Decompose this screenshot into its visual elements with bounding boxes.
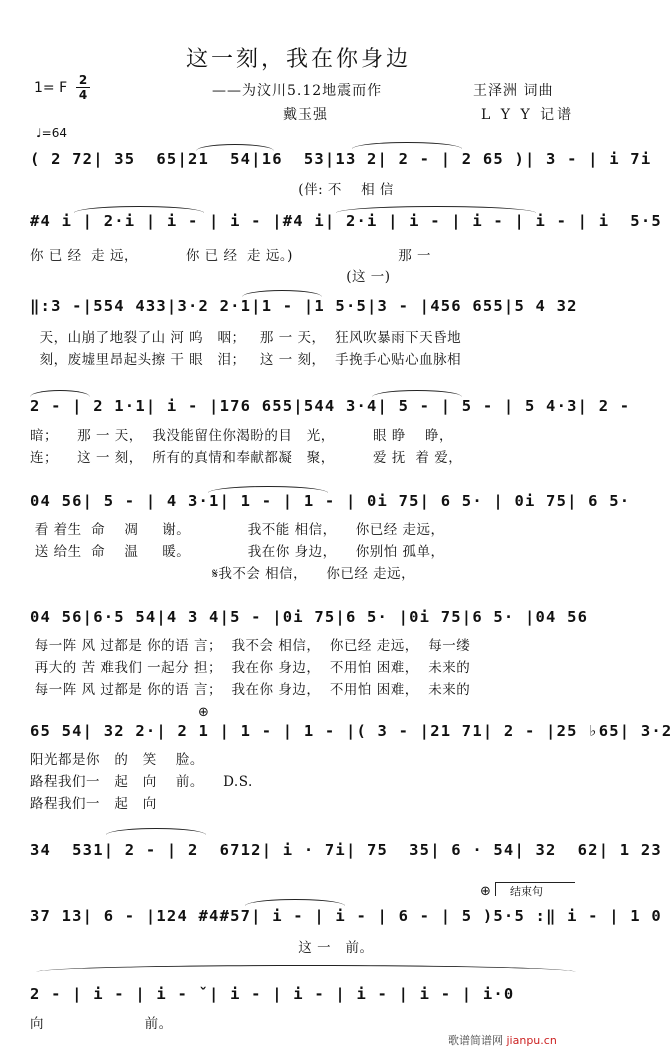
meter-bottom: 4 bbox=[78, 88, 88, 102]
watermark-site: 歌谱简谱网 bbox=[448, 1034, 503, 1047]
watermark-url: jianpu.cn bbox=[506, 1034, 557, 1047]
slur-mark bbox=[30, 390, 90, 397]
notation-line-9: 37 13| 6 - |124 #4#57| i - | i - | 6 - | 5 )5·5 :‖ i - | 1 0 bbox=[30, 907, 662, 925]
slur-mark bbox=[352, 142, 462, 149]
transcriber-credit: L Y Y 记谱 bbox=[481, 107, 575, 123]
song-title: 这一刻，我在你身边 bbox=[185, 47, 411, 72]
slur-mark bbox=[336, 206, 536, 213]
composer-credit: 王泽洲 词曲 bbox=[473, 83, 554, 99]
notation-line-10: 2 - | i - | i - ˇ| i - | i - | i - | i - | i·0 bbox=[30, 985, 515, 1003]
lyric-line-6-3: 每一阵 风 过都是 你的语 言； 我在你 身边， 不用怕 困难， 未来的 bbox=[30, 682, 471, 698]
lyric-line-10-1: 向 前。 bbox=[30, 1016, 173, 1032]
slur-mark bbox=[106, 828, 206, 835]
lyric-line-2-2: (这 一) bbox=[30, 269, 391, 285]
time-signature bbox=[76, 74, 90, 101]
lyric-line-3-1: 天，山崩了地裂了山 河 呜 咽； 那 一 天， 狂风吹暴雨下天昏地 bbox=[30, 330, 462, 346]
slur-mark bbox=[208, 486, 328, 493]
lyric-line-6-2: 再大的 苦 难我们 一起分 担； 我在你 身边， 不用怕 困难， 未来的 bbox=[30, 660, 471, 676]
lyric-line-5-3: 𝄋我不会 相信， 你已经 走远， bbox=[30, 566, 416, 582]
subtitle: ——为汶川5.12地震而作 bbox=[212, 83, 383, 99]
lyric-line-5-2: 送 给生 命 温 暖。 我在你 身边， 你别怕 孤单， bbox=[30, 544, 445, 560]
slur-mark bbox=[74, 206, 204, 213]
lyric-line-7-1: 阳光都是你 的 笑 脸。 bbox=[30, 752, 204, 768]
lyric-line-5-1: 看 着生 命 凋 谢。 我不能 相信， 你已经 走远， bbox=[30, 522, 445, 538]
lyric-line-7-3: 路程我们一 起 向 bbox=[30, 796, 157, 812]
notation-line-5: 04 56| 5 - | 4 3·1| 1 - | 1 - | 0i 75| 6 5· | 0i 75| 6 5· bbox=[30, 492, 631, 510]
notation-line-3: ‖:3 -|554 433|3·2 2·1|1 - |1 5·5|3 - |456 655|5 4 32 bbox=[30, 297, 578, 315]
notation-line-7: 65 54| 32 2·| 2 1 | 1 - | 1 - |( 3 - |21 71| 2 - |25 ♭65| 3·2 bbox=[30, 722, 672, 740]
notation-line-1: ( 2 72| 35 65|21 54|16 53|13 2| 2 - | 2 65 )| 3 - | i 7i bbox=[30, 150, 652, 168]
slur-mark bbox=[242, 290, 322, 297]
site-watermark bbox=[448, 1032, 557, 1048]
meter-top: 2 bbox=[78, 73, 88, 87]
tie-slur bbox=[36, 965, 576, 972]
notation-line-6: 04 56|6·5 54|4 3 4|5 - |0i 75|6 5· |0i 75|6 5· |04 56 bbox=[30, 608, 589, 626]
coda-sign: ⊕ bbox=[198, 705, 209, 720]
lyric-line-4-2: 连； 这 一 刻， 所有的真情和奉献都凝 聚， 爱 抚 着 爱， bbox=[30, 450, 463, 466]
slur-mark bbox=[372, 390, 462, 397]
slur-mark bbox=[245, 899, 345, 906]
lyric-line-4-1: 暗； 那 一 天， 我没能留住你渴盼的目 光， 眼 睁 睁， bbox=[30, 428, 453, 444]
ending-bracket: 结束句 bbox=[495, 882, 575, 896]
lyric-line-1-1: (伴: 不 相 信 bbox=[30, 182, 394, 198]
coda-sign-2: ⊕ bbox=[480, 884, 491, 899]
notation-line-4: 2 - | 2 1·1| i - |176 655|544 3·4| 5 - | 5 - | 5 4·3| 2 - bbox=[30, 397, 631, 415]
lyric-line-6-1: 每一阵 风 过都是 你的语 言； 我不会 相信， 你已经 走远， 每一缕 bbox=[30, 638, 471, 654]
singer-credit: 戴玉强 bbox=[283, 107, 328, 123]
lyric-line-9-1: 这 一 前。 bbox=[30, 940, 374, 956]
slur-mark bbox=[196, 144, 274, 151]
lyric-line-7-2: 路程我们一 起 向 前。 D.S. bbox=[30, 774, 253, 790]
lyric-line-2-1: 你 已 经 走 远， 你 已 经 走 远。) 那 一 bbox=[30, 248, 432, 264]
lyric-line-3-2: 刻，废墟里昂起头擦 干 眼 泪； 这 一 刻， 手挽手心贴心血脉相 bbox=[30, 352, 462, 368]
tempo-marking: ♩=64 bbox=[36, 126, 67, 140]
key-signature: 1= F bbox=[34, 80, 68, 96]
notation-line-8: 34 531| 2 - | 2 6712| i · 7i| 75 35| 6 · 54| 32 62| 1 23 bbox=[30, 841, 662, 859]
notation-line-2: #4 i | 2·i | i - | i - |#4 i| 2·i | i - | i - | i - | i 5·5 bbox=[30, 212, 662, 230]
